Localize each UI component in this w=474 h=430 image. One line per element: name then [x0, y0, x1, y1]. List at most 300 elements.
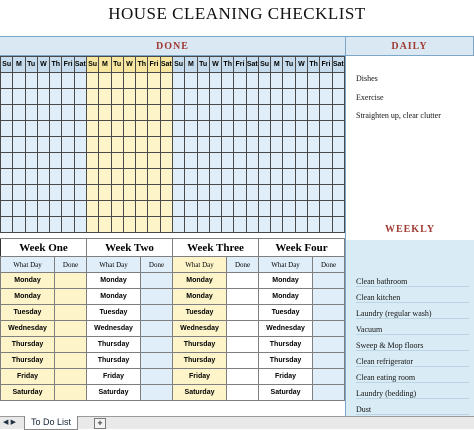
- done-checkbox-cell[interactable]: [37, 73, 49, 89]
- what-day-cell[interactable]: Monday: [87, 289, 141, 305]
- done-checkbox-cell[interactable]: [222, 185, 234, 201]
- done-checkbox-cell[interactable]: [25, 89, 37, 105]
- what-day-cell[interactable]: Friday: [259, 369, 313, 385]
- done-checkbox-cell[interactable]: [258, 201, 270, 217]
- done-checkbox-cell[interactable]: [37, 201, 49, 217]
- done-cell[interactable]: [141, 385, 173, 401]
- done-checkbox-cell[interactable]: [111, 73, 123, 89]
- done-checkbox-cell[interactable]: [234, 89, 246, 105]
- done-checkbox-cell[interactable]: [271, 201, 283, 217]
- what-day-cell[interactable]: Friday: [1, 369, 55, 385]
- what-day-cell[interactable]: Thursday: [87, 337, 141, 353]
- done-checkbox-cell[interactable]: [222, 137, 234, 153]
- done-checkbox-cell[interactable]: [246, 169, 258, 185]
- done-checkbox-cell[interactable]: [160, 201, 172, 217]
- done-checkbox-cell[interactable]: [308, 201, 320, 217]
- done-checkbox-cell[interactable]: [234, 121, 246, 137]
- done-checkbox-cell[interactable]: [99, 89, 111, 105]
- done-checkbox-cell[interactable]: [258, 153, 270, 169]
- done-checkbox-cell[interactable]: [136, 137, 148, 153]
- done-checkbox-cell[interactable]: [13, 153, 25, 169]
- what-day-cell[interactable]: Wednesday: [1, 321, 55, 337]
- done-checkbox-cell[interactable]: [111, 105, 123, 121]
- done-cell[interactable]: [141, 337, 173, 353]
- done-checkbox-cell[interactable]: [13, 201, 25, 217]
- done-checkbox-cell[interactable]: [185, 201, 197, 217]
- done-checkbox-cell[interactable]: [172, 73, 184, 89]
- done-checkbox-cell[interactable]: [136, 169, 148, 185]
- done-cell[interactable]: [141, 305, 173, 321]
- what-day-cell[interactable]: Monday: [1, 273, 55, 289]
- done-checkbox-cell[interactable]: [172, 121, 184, 137]
- done-checkbox-cell[interactable]: [13, 121, 25, 137]
- done-checkbox-cell[interactable]: [209, 105, 221, 121]
- done-checkbox-cell[interactable]: [271, 153, 283, 169]
- done-checkbox-cell[interactable]: [1, 185, 13, 201]
- done-checkbox-cell[interactable]: [197, 105, 209, 121]
- done-checkbox-cell[interactable]: [234, 185, 246, 201]
- what-day-cell[interactable]: Monday: [173, 289, 227, 305]
- done-checkbox-cell[interactable]: [172, 137, 184, 153]
- done-checkbox-cell[interactable]: [86, 169, 98, 185]
- done-checkbox-cell[interactable]: [283, 153, 295, 169]
- done-checkbox-cell[interactable]: [160, 89, 172, 105]
- done-checkbox-cell[interactable]: [123, 185, 135, 201]
- done-checkbox-cell[interactable]: [172, 89, 184, 105]
- done-checkbox-cell[interactable]: [246, 185, 258, 201]
- done-checkbox-cell[interactable]: [332, 89, 344, 105]
- done-cell[interactable]: [227, 273, 259, 289]
- done-checkbox-cell[interactable]: [25, 201, 37, 217]
- done-cell[interactable]: [313, 337, 345, 353]
- done-checkbox-cell[interactable]: [37, 217, 49, 233]
- done-checkbox-cell[interactable]: [148, 169, 160, 185]
- done-checkbox-cell[interactable]: [234, 137, 246, 153]
- what-day-cell[interactable]: Wednesday: [87, 321, 141, 337]
- done-checkbox-cell[interactable]: [283, 169, 295, 185]
- done-checkbox-cell[interactable]: [74, 121, 86, 137]
- done-checkbox-cell[interactable]: [148, 105, 160, 121]
- done-checkbox-cell[interactable]: [25, 153, 37, 169]
- done-checkbox-cell[interactable]: [222, 217, 234, 233]
- done-checkbox-cell[interactable]: [1, 217, 13, 233]
- done-checkbox-cell[interactable]: [136, 217, 148, 233]
- done-checkbox-cell[interactable]: [50, 169, 62, 185]
- done-checkbox-cell[interactable]: [295, 185, 307, 201]
- done-cell[interactable]: [55, 337, 87, 353]
- done-checkbox-cell[interactable]: [209, 201, 221, 217]
- done-checkbox-cell[interactable]: [136, 89, 148, 105]
- done-checkbox-cell[interactable]: [283, 121, 295, 137]
- done-checkbox-cell[interactable]: [209, 217, 221, 233]
- done-checkbox-cell[interactable]: [74, 153, 86, 169]
- done-checkbox-cell[interactable]: [123, 153, 135, 169]
- done-checkbox-cell[interactable]: [111, 153, 123, 169]
- done-checkbox-cell[interactable]: [86, 201, 98, 217]
- done-checkbox-cell[interactable]: [246, 89, 258, 105]
- done-checkbox-cell[interactable]: [295, 121, 307, 137]
- done-checkbox-cell[interactable]: [234, 105, 246, 121]
- what-day-cell[interactable]: Saturday: [87, 385, 141, 401]
- done-checkbox-cell[interactable]: [74, 105, 86, 121]
- done-checkbox-cell[interactable]: [123, 137, 135, 153]
- done-cell[interactable]: [55, 273, 87, 289]
- done-checkbox-cell[interactable]: [258, 169, 270, 185]
- done-checkbox-cell[interactable]: [62, 201, 74, 217]
- what-day-cell[interactable]: Monday: [1, 289, 55, 305]
- done-checkbox-cell[interactable]: [197, 73, 209, 89]
- done-checkbox-cell[interactable]: [123, 89, 135, 105]
- done-checkbox-cell[interactable]: [74, 137, 86, 153]
- done-cell[interactable]: [141, 353, 173, 369]
- tab-to-do-list[interactable]: To Do List: [24, 416, 78, 430]
- done-checkbox-cell[interactable]: [160, 73, 172, 89]
- done-checkbox-cell[interactable]: [50, 201, 62, 217]
- done-cell[interactable]: [313, 321, 345, 337]
- done-checkbox-cell[interactable]: [13, 169, 25, 185]
- done-checkbox-cell[interactable]: [295, 201, 307, 217]
- done-checkbox-cell[interactable]: [37, 105, 49, 121]
- done-checkbox-cell[interactable]: [136, 105, 148, 121]
- done-checkbox-cell[interactable]: [258, 89, 270, 105]
- done-checkbox-cell[interactable]: [74, 89, 86, 105]
- done-checkbox-cell[interactable]: [136, 185, 148, 201]
- done-checkbox-cell[interactable]: [295, 153, 307, 169]
- done-checkbox-cell[interactable]: [86, 73, 98, 89]
- done-checkbox-cell[interactable]: [111, 121, 123, 137]
- done-checkbox-cell[interactable]: [222, 105, 234, 121]
- done-checkbox-cell[interactable]: [234, 217, 246, 233]
- done-checkbox-cell[interactable]: [234, 201, 246, 217]
- done-checkbox-cell[interactable]: [1, 201, 13, 217]
- done-checkbox-cell[interactable]: [111, 217, 123, 233]
- done-cell[interactable]: [227, 305, 259, 321]
- done-checkbox-cell[interactable]: [160, 153, 172, 169]
- done-checkbox-cell[interactable]: [50, 121, 62, 137]
- what-day-cell[interactable]: Monday: [259, 273, 313, 289]
- done-checkbox-cell[interactable]: [185, 137, 197, 153]
- done-checkbox-cell[interactable]: [222, 153, 234, 169]
- done-checkbox-cell[interactable]: [1, 137, 13, 153]
- done-checkbox-cell[interactable]: [111, 137, 123, 153]
- done-checkbox-cell[interactable]: [1, 169, 13, 185]
- done-checkbox-cell[interactable]: [1, 121, 13, 137]
- done-checkbox-cell[interactable]: [246, 105, 258, 121]
- done-checkbox-cell[interactable]: [320, 153, 332, 169]
- done-checkbox-cell[interactable]: [148, 89, 160, 105]
- sheet-nav-arrows[interactable]: ◀ ▶: [3, 418, 16, 426]
- done-checkbox-cell[interactable]: [74, 185, 86, 201]
- done-checkbox-cell[interactable]: [62, 217, 74, 233]
- done-checkbox-cell[interactable]: [209, 169, 221, 185]
- done-checkbox-cell[interactable]: [308, 89, 320, 105]
- done-checkbox-cell[interactable]: [234, 153, 246, 169]
- done-checkbox-cell[interactable]: [258, 73, 270, 89]
- done-checkbox-cell[interactable]: [308, 137, 320, 153]
- done-cell[interactable]: [141, 369, 173, 385]
- done-cell[interactable]: [313, 385, 345, 401]
- done-checkbox-cell[interactable]: [111, 169, 123, 185]
- done-checkbox-cell[interactable]: [320, 217, 332, 233]
- done-cell[interactable]: [55, 321, 87, 337]
- done-checkbox-cell[interactable]: [25, 121, 37, 137]
- done-checkbox-cell[interactable]: [86, 217, 98, 233]
- done-checkbox-cell[interactable]: [148, 153, 160, 169]
- done-checkbox-cell[interactable]: [283, 201, 295, 217]
- done-checkbox-cell[interactable]: [197, 169, 209, 185]
- done-checkbox-cell[interactable]: [99, 137, 111, 153]
- what-day-cell[interactable]: Thursday: [1, 353, 55, 369]
- done-cell[interactable]: [141, 289, 173, 305]
- done-checkbox-cell[interactable]: [258, 121, 270, 137]
- what-day-cell[interactable]: Friday: [87, 369, 141, 385]
- done-checkbox-cell[interactable]: [13, 105, 25, 121]
- what-day-cell[interactable]: Tuesday: [87, 305, 141, 321]
- done-checkbox-cell[interactable]: [123, 73, 135, 89]
- done-checkbox-cell[interactable]: [62, 153, 74, 169]
- done-checkbox-cell[interactable]: [160, 105, 172, 121]
- done-checkbox-cell[interactable]: [13, 89, 25, 105]
- done-checkbox-cell[interactable]: [234, 169, 246, 185]
- done-cell[interactable]: [313, 273, 345, 289]
- done-checkbox-cell[interactable]: [185, 89, 197, 105]
- done-checkbox-cell[interactable]: [148, 137, 160, 153]
- done-checkbox-cell[interactable]: [74, 169, 86, 185]
- done-checkbox-cell[interactable]: [86, 185, 98, 201]
- done-checkbox-cell[interactable]: [123, 169, 135, 185]
- done-checkbox-cell[interactable]: [99, 201, 111, 217]
- done-checkbox-cell[interactable]: [99, 217, 111, 233]
- done-checkbox-cell[interactable]: [283, 137, 295, 153]
- done-checkbox-cell[interactable]: [271, 89, 283, 105]
- done-cell[interactable]: [227, 369, 259, 385]
- what-day-cell[interactable]: Tuesday: [1, 305, 55, 321]
- done-checkbox-cell[interactable]: [25, 105, 37, 121]
- done-checkbox-cell[interactable]: [25, 137, 37, 153]
- done-checkbox-cell[interactable]: [320, 185, 332, 201]
- done-cell[interactable]: [313, 289, 345, 305]
- done-checkbox-cell[interactable]: [148, 217, 160, 233]
- done-checkbox-cell[interactable]: [136, 121, 148, 137]
- done-checkbox-cell[interactable]: [62, 185, 74, 201]
- done-checkbox-cell[interactable]: [246, 121, 258, 137]
- done-checkbox-cell[interactable]: [99, 153, 111, 169]
- done-checkbox-cell[interactable]: [258, 137, 270, 153]
- done-checkbox-cell[interactable]: [332, 153, 344, 169]
- done-checkbox-cell[interactable]: [50, 217, 62, 233]
- done-checkbox-cell[interactable]: [246, 73, 258, 89]
- done-checkbox-cell[interactable]: [246, 153, 258, 169]
- done-checkbox-cell[interactable]: [197, 201, 209, 217]
- done-checkbox-cell[interactable]: [222, 201, 234, 217]
- done-cell[interactable]: [227, 289, 259, 305]
- done-checkbox-cell[interactable]: [222, 73, 234, 89]
- done-cell[interactable]: [227, 385, 259, 401]
- done-checkbox-cell[interactable]: [185, 217, 197, 233]
- done-cell[interactable]: [227, 337, 259, 353]
- done-checkbox-cell[interactable]: [25, 217, 37, 233]
- done-checkbox-cell[interactable]: [172, 105, 184, 121]
- what-day-cell[interactable]: Wednesday: [173, 321, 227, 337]
- what-day-cell[interactable]: Monday: [87, 273, 141, 289]
- done-checkbox-cell[interactable]: [172, 153, 184, 169]
- done-checkbox-cell[interactable]: [209, 89, 221, 105]
- done-checkbox-cell[interactable]: [209, 185, 221, 201]
- done-cell[interactable]: [313, 305, 345, 321]
- done-checkbox-cell[interactable]: [332, 169, 344, 185]
- done-checkbox-cell[interactable]: [62, 121, 74, 137]
- done-checkbox-cell[interactable]: [37, 153, 49, 169]
- done-cell[interactable]: [55, 369, 87, 385]
- done-checkbox-cell[interactable]: [308, 73, 320, 89]
- done-checkbox-cell[interactable]: [160, 121, 172, 137]
- done-checkbox-cell[interactable]: [320, 137, 332, 153]
- done-checkbox-cell[interactable]: [308, 121, 320, 137]
- done-checkbox-cell[interactable]: [332, 105, 344, 121]
- done-cell[interactable]: [141, 273, 173, 289]
- done-checkbox-cell[interactable]: [148, 185, 160, 201]
- done-checkbox-cell[interactable]: [62, 105, 74, 121]
- done-checkbox-cell[interactable]: [320, 169, 332, 185]
- done-checkbox-cell[interactable]: [246, 201, 258, 217]
- done-checkbox-cell[interactable]: [111, 89, 123, 105]
- done-checkbox-cell[interactable]: [295, 73, 307, 89]
- done-checkbox-cell[interactable]: [185, 185, 197, 201]
- done-checkbox-cell[interactable]: [123, 217, 135, 233]
- what-day-cell[interactable]: Thursday: [259, 337, 313, 353]
- done-checkbox-cell[interactable]: [209, 137, 221, 153]
- what-day-cell[interactable]: Wednesday: [259, 321, 313, 337]
- done-checkbox-cell[interactable]: [271, 217, 283, 233]
- done-checkbox-cell[interactable]: [160, 217, 172, 233]
- done-checkbox-cell[interactable]: [50, 89, 62, 105]
- done-checkbox-cell[interactable]: [136, 73, 148, 89]
- done-checkbox-cell[interactable]: [50, 105, 62, 121]
- done-checkbox-cell[interactable]: [172, 217, 184, 233]
- done-checkbox-cell[interactable]: [25, 73, 37, 89]
- done-checkbox-cell[interactable]: [271, 185, 283, 201]
- done-checkbox-cell[interactable]: [123, 201, 135, 217]
- done-checkbox-cell[interactable]: [86, 121, 98, 137]
- done-checkbox-cell[interactable]: [136, 153, 148, 169]
- what-day-cell[interactable]: Saturday: [173, 385, 227, 401]
- done-checkbox-cell[interactable]: [123, 105, 135, 121]
- done-checkbox-cell[interactable]: [295, 169, 307, 185]
- what-day-cell[interactable]: Monday: [173, 273, 227, 289]
- done-checkbox-cell[interactable]: [271, 169, 283, 185]
- done-checkbox-cell[interactable]: [172, 169, 184, 185]
- done-checkbox-cell[interactable]: [222, 89, 234, 105]
- done-checkbox-cell[interactable]: [1, 153, 13, 169]
- done-checkbox-cell[interactable]: [74, 217, 86, 233]
- done-checkbox-cell[interactable]: [197, 153, 209, 169]
- done-checkbox-cell[interactable]: [271, 121, 283, 137]
- done-checkbox-cell[interactable]: [50, 185, 62, 201]
- done-checkbox-cell[interactable]: [99, 73, 111, 89]
- done-checkbox-cell[interactable]: [320, 201, 332, 217]
- done-checkbox-cell[interactable]: [99, 121, 111, 137]
- done-checkbox-cell[interactable]: [320, 105, 332, 121]
- done-checkbox-cell[interactable]: [258, 217, 270, 233]
- done-checkbox-cell[interactable]: [37, 137, 49, 153]
- done-checkbox-cell[interactable]: [222, 169, 234, 185]
- done-checkbox-cell[interactable]: [197, 121, 209, 137]
- done-checkbox-cell[interactable]: [148, 73, 160, 89]
- done-checkbox-cell[interactable]: [308, 217, 320, 233]
- done-checkbox-cell[interactable]: [37, 185, 49, 201]
- what-day-cell[interactable]: Saturday: [1, 385, 55, 401]
- done-checkbox-cell[interactable]: [271, 105, 283, 121]
- done-checkbox-cell[interactable]: [1, 105, 13, 121]
- done-checkbox-cell[interactable]: [283, 73, 295, 89]
- done-checkbox-cell[interactable]: [308, 169, 320, 185]
- done-cell[interactable]: [313, 353, 345, 369]
- what-day-cell[interactable]: Monday: [259, 289, 313, 305]
- done-checkbox-cell[interactable]: [172, 185, 184, 201]
- done-checkbox-cell[interactable]: [246, 137, 258, 153]
- done-checkbox-cell[interactable]: [25, 169, 37, 185]
- done-cell[interactable]: [313, 369, 345, 385]
- done-checkbox-cell[interactable]: [62, 137, 74, 153]
- done-checkbox-cell[interactable]: [50, 153, 62, 169]
- done-checkbox-cell[interactable]: [25, 185, 37, 201]
- done-checkbox-cell[interactable]: [185, 105, 197, 121]
- done-checkbox-cell[interactable]: [283, 217, 295, 233]
- done-checkbox-cell[interactable]: [295, 105, 307, 121]
- done-checkbox-cell[interactable]: [197, 217, 209, 233]
- done-checkbox-cell[interactable]: [13, 185, 25, 201]
- done-checkbox-cell[interactable]: [37, 169, 49, 185]
- done-checkbox-cell[interactable]: [332, 185, 344, 201]
- done-checkbox-cell[interactable]: [99, 169, 111, 185]
- done-checkbox-cell[interactable]: [246, 217, 258, 233]
- done-checkbox-cell[interactable]: [62, 169, 74, 185]
- done-cell[interactable]: [55, 385, 87, 401]
- done-checkbox-cell[interactable]: [86, 89, 98, 105]
- done-checkbox-cell[interactable]: [185, 153, 197, 169]
- done-checkbox-cell[interactable]: [1, 73, 13, 89]
- done-checkbox-cell[interactable]: [148, 121, 160, 137]
- done-checkbox-cell[interactable]: [86, 137, 98, 153]
- done-checkbox-cell[interactable]: [148, 201, 160, 217]
- done-cell[interactable]: [55, 289, 87, 305]
- done-checkbox-cell[interactable]: [13, 137, 25, 153]
- done-cell[interactable]: [227, 353, 259, 369]
- done-checkbox-cell[interactable]: [99, 105, 111, 121]
- done-checkbox-cell[interactable]: [222, 121, 234, 137]
- done-checkbox-cell[interactable]: [185, 73, 197, 89]
- what-day-cell[interactable]: Saturday: [259, 385, 313, 401]
- done-checkbox-cell[interactable]: [185, 121, 197, 137]
- done-checkbox-cell[interactable]: [271, 137, 283, 153]
- what-day-cell[interactable]: Thursday: [1, 337, 55, 353]
- done-checkbox-cell[interactable]: [209, 73, 221, 89]
- done-checkbox-cell[interactable]: [74, 73, 86, 89]
- insert-sheet-icon[interactable]: ✚: [94, 418, 106, 429]
- done-checkbox-cell[interactable]: [185, 169, 197, 185]
- done-checkbox-cell[interactable]: [295, 217, 307, 233]
- what-day-cell[interactable]: Thursday: [173, 337, 227, 353]
- done-checkbox-cell[interactable]: [111, 185, 123, 201]
- done-cell[interactable]: [55, 305, 87, 321]
- what-day-cell[interactable]: Thursday: [87, 353, 141, 369]
- done-checkbox-cell[interactable]: [160, 185, 172, 201]
- done-cell[interactable]: [55, 353, 87, 369]
- what-day-cell[interactable]: Friday: [173, 369, 227, 385]
- done-checkbox-cell[interactable]: [136, 201, 148, 217]
- what-day-cell[interactable]: Thursday: [259, 353, 313, 369]
- done-checkbox-cell[interactable]: [258, 185, 270, 201]
